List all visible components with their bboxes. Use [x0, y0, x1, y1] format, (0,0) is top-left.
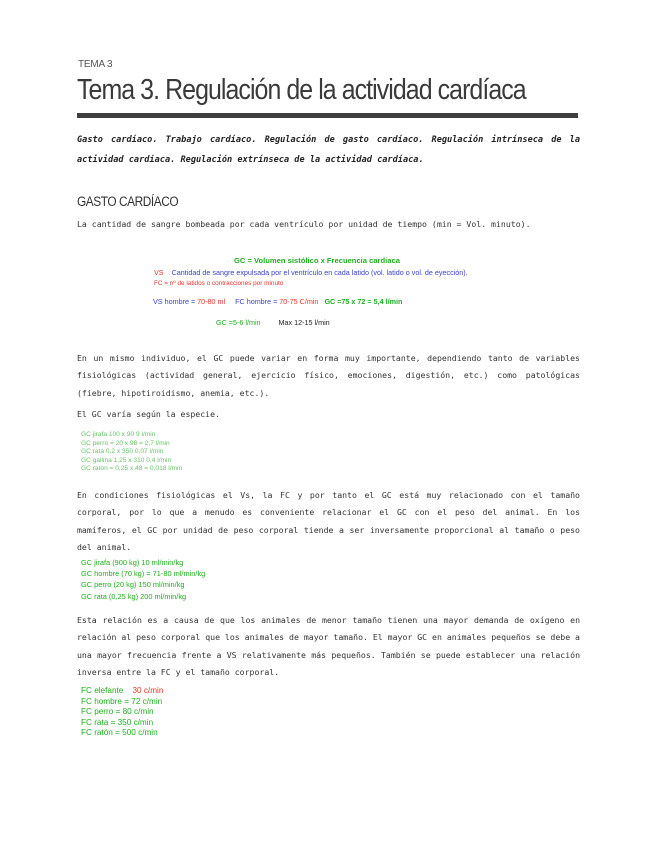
list-item: GC gallina 1,25 x 310 0,4 l/min — [81, 456, 172, 464]
species-gc-list — [81, 431, 182, 474]
paragraph-species: El GC varía según la especie. — [77, 409, 220, 419]
paragraph-variation: En un mismo individuo, el GC puede variar en forma muy importante, dependiendo tanto de variables fisiológicas (actividad general, ejercicio físico, emociones, digestión, etc.) como patológicas (fiebre, hipotiroidismo, anemia, etc.). — [77, 353, 580, 398]
list-item: GC ratón = 0,25 x 48 = 0,018 l/min — [81, 465, 183, 473]
lead-summary: Gasto cardíaco. Trabajo cardíaco. Regulación de gasto cardíaco. Regulación intrínseca de la actividad cardíaca. Regulación extrínseca de la actividad cardíaca. — [77, 135, 580, 165]
weight-gc-list — [81, 557, 205, 602]
list-item: FC perro = 80 c/min — [81, 707, 154, 717]
list-item: FC rata = 350 c/min — [81, 717, 154, 727]
fc-hombre-value: 70-75 C/min — [279, 297, 319, 306]
list-item: GC hombre (70 kg) = 71-80 ml/min/kg — [81, 569, 206, 579]
fc-list — [81, 686, 163, 739]
list-item — [81, 686, 163, 697]
formula-fc-def: FC = nº de latidos o contracciones por minuto — [154, 280, 284, 287]
fc-elefante-label: FC elefante — [81, 686, 124, 695]
formula-values-line — [153, 296, 402, 307]
paragraph-oxygen-demand: Esta relación es a causa de que los animales de menor tamaño tienen una mayor demanda de oxígeno en relación al peso corporal que los animales de mayor tamaño. El mayor GC en animales pequeños se debe a una mayor frecuencia frente a VS relativamente más pequeños. También se puede establecer una relación inversa entre la FC y el tamaño corporal. — [77, 615, 580, 677]
title-divider — [77, 113, 578, 118]
formula-main: GC = Volumen sistólico x Frecuencia cardiaca — [234, 256, 400, 265]
list-item: FC ratón = 500 c/min — [81, 728, 158, 738]
formula-vs-def: Cantidad de sangre expulsada por el ventrículo en cada latido (vol. latido o vol. de eyección). — [171, 268, 468, 277]
paragraph-definition: La cantidad de sangre bombeada por cada ventrículo por unidad de tiempo (min = Vol. minuto). — [77, 219, 531, 229]
paragraph-body-size: En condiciones fisiológicas el Vs, la FC y por tanto el GC está muy relacionado con el tamaño corporal, por lo que a menudo es conveniente relacionar el GC con el peso del animal. En los mamíferos, el GC por unidad de peso corporal tiende a ser inversamente proporcional al tamaño o peso del animal. — [77, 490, 580, 552]
formula-vs-abbr: VS — [154, 268, 164, 277]
page-title: Tema 3. Regulación de la actividad cardíaca — [77, 74, 526, 106]
vs-hombre-value: 70-80 ml — [197, 297, 226, 306]
list-item: GC perro = 20 x 98 = 2,7 l/min — [81, 439, 170, 447]
gc-calculation: GC =75 x 72 = 5,4 l/min — [324, 297, 403, 306]
section-heading: GASTO CARDÍACO — [77, 194, 179, 209]
section-kicker: TEMA 3 — [78, 59, 113, 70]
list-item: GC perro (20 kg) 150 ml/min/kg — [81, 580, 185, 590]
list-item: GC rata 0,2 x 350 0,07 l/min — [81, 448, 164, 456]
list-item: GC jirafa 100 x 90 9 l/min — [81, 431, 156, 438]
formula-range-line — [216, 317, 330, 328]
list-item: FC hombre = 72 c/min — [81, 696, 163, 706]
list-item: GC jirafa (900 kg) 10 ml/min/kg — [81, 558, 184, 567]
gc-range: GC =5-6 l/min — [216, 318, 261, 327]
list-item: GC rata (0,25 kg) 200 ml/min/kg — [81, 591, 187, 601]
formula-vs-line — [154, 267, 468, 278]
fc-elefante-value: 30 c/min — [132, 686, 164, 695]
fc-hombre-label: FC hombre = — [235, 297, 278, 306]
vs-hombre-label: VS hombre = — [153, 297, 196, 306]
gc-max: Max 12-15 l/min — [278, 318, 330, 327]
